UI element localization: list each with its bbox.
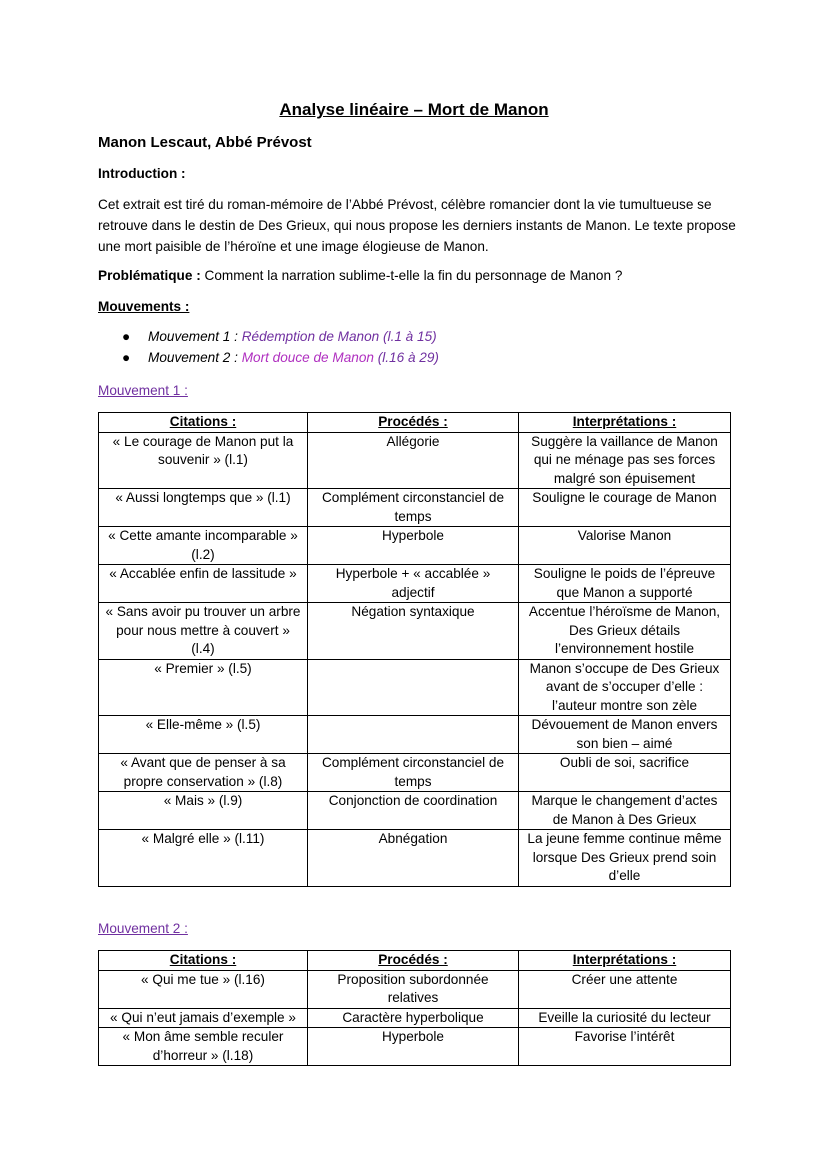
header-interpretations: Interprétations : bbox=[519, 413, 731, 433]
citation-cell: « Accablée enfin de lassitude » bbox=[99, 565, 308, 603]
table-row bbox=[99, 792, 731, 830]
table-row bbox=[99, 603, 731, 660]
problematique-text: Comment la narration sublime-t-elle la fin du personnage de Manon ? bbox=[204, 268, 623, 283]
page-title: Analyse linéaire – Mort de Manon bbox=[279, 100, 549, 119]
header-citations: Citations : bbox=[99, 951, 308, 971]
procede-cell: Allégorie bbox=[308, 432, 519, 489]
bullet-icon: ● bbox=[122, 350, 131, 365]
interpretation-cell: Eveille la curiosité du lecteur bbox=[519, 1008, 731, 1028]
mouvement-range: (l.1 à 15) bbox=[379, 329, 437, 344]
procede-cell: Complément circonstanciel de temps bbox=[308, 754, 519, 792]
header-interpretations: Interprétations : bbox=[519, 951, 731, 971]
table-row bbox=[99, 716, 731, 754]
citation-cell: « Mon âme semble reculer d’horreur » (l.18) bbox=[99, 1028, 308, 1066]
table-row bbox=[99, 754, 731, 792]
table-row bbox=[99, 432, 731, 489]
problematique-label: Problématique : bbox=[98, 268, 201, 283]
citation-cell: « Qui me tue » (l.16) bbox=[99, 970, 308, 1008]
table-row bbox=[99, 489, 731, 527]
interpretation-cell: Favorise l’intérêt bbox=[519, 1028, 731, 1066]
table-row bbox=[99, 970, 731, 1008]
procede-cell: Caractère hyperbolique bbox=[308, 1008, 519, 1028]
interpretation-cell: Accentue l’héroïsme de Manon, Des Grieux détails l’environnement hostile bbox=[519, 603, 731, 660]
citation-cell: « Aussi longtemps que » (l.1) bbox=[99, 489, 308, 527]
intro-text: Cet extrait est tiré du roman-mémoire de l’Abbé Prévost, célèbre romancier dont la vie tumultueuse se retrouve dans le destin de Des Grieux, qui nous propose les derniers instants de Manon. Le texte propose une mort paisible de l’héroïne et une image élogieuse de Manon. bbox=[98, 197, 736, 254]
header-citations: Citations : bbox=[99, 413, 308, 433]
table-row bbox=[99, 659, 731, 716]
citation-cell: « Sans avoir pu trouver un arbre pour nous mettre à couvert » (l.4) bbox=[99, 603, 308, 660]
interpretation-cell: Valorise Manon bbox=[519, 527, 731, 565]
citation-cell: « Mais » (l.9) bbox=[99, 792, 308, 830]
citation-cell: « Elle-même » (l.5) bbox=[99, 716, 308, 754]
mouvements-heading: Mouvements : bbox=[98, 299, 190, 314]
interpretation-cell: Créer une attente bbox=[519, 970, 731, 1008]
procede-cell: Proposition subordonnée relatives bbox=[308, 970, 519, 1008]
mouvement-prefix: Mouvement 2 : bbox=[148, 350, 242, 365]
citation-cell: « Malgré elle » (l.11) bbox=[99, 830, 308, 887]
table-row bbox=[99, 830, 731, 887]
procede-cell: Hyperbole bbox=[308, 527, 519, 565]
interpretation-cell: Suggère la vaillance de Manon qui ne ménage pas ses forces malgré son épuisement bbox=[519, 432, 731, 489]
header-procedes: Procédés : bbox=[308, 951, 519, 971]
bullet-icon: ● bbox=[122, 329, 131, 344]
procede-cell bbox=[308, 716, 519, 754]
citation-cell: « Qui n’eut jamais d’exemple » bbox=[99, 1008, 308, 1028]
mouvement-item-1 bbox=[118, 327, 439, 348]
interpretation-cell: Manon s’occupe de Des Grieux avant de s’occuper d’elle : l’auteur montre son zèle bbox=[519, 659, 731, 716]
procede-cell: Abnégation bbox=[308, 830, 519, 887]
movement1-table bbox=[98, 412, 731, 887]
procede-cell: Hyperbole bbox=[308, 1028, 519, 1066]
table-header-row bbox=[99, 413, 731, 433]
table-header-row bbox=[99, 951, 731, 971]
intro-heading: Introduction : bbox=[98, 166, 186, 181]
citation-cell: « Le courage de Manon put la souvenir » (l.1) bbox=[99, 432, 308, 489]
citation-cell: « Cette amante incomparable » (l.2) bbox=[99, 527, 308, 565]
table-row bbox=[99, 565, 731, 603]
procede-cell: Conjonction de coordination bbox=[308, 792, 519, 830]
interpretation-cell: La jeune femme continue même lorsque Des Grieux prend soin d’elle bbox=[519, 830, 731, 887]
table-row bbox=[99, 1008, 731, 1028]
header-procedes: Procédés : bbox=[308, 413, 519, 433]
interpretation-cell: Souligne le poids de l’épreuve que Manon a supporté bbox=[519, 565, 731, 603]
mouvement-title: Rédemption de Manon bbox=[241, 329, 380, 344]
interpretation-cell: Souligne le courage de Manon bbox=[519, 489, 731, 527]
mouvement-prefix: Mouvement 1 : bbox=[148, 329, 242, 344]
citation-cell: « Avant que de penser à sa propre conservation » (l.8) bbox=[99, 754, 308, 792]
procede-cell: Hyperbole + « accablée » adjectif bbox=[308, 565, 519, 603]
page-subtitle: Manon Lescaut, Abbé Prévost bbox=[98, 134, 312, 151]
movement1-label: Mouvement 1 : bbox=[98, 383, 188, 398]
mouvement-item-2 bbox=[118, 348, 439, 369]
citation-cell: « Premier » (l.5) bbox=[99, 659, 308, 716]
problematique bbox=[98, 266, 738, 285]
procede-cell bbox=[308, 659, 519, 716]
mouvement-range: (l.16 à 29) bbox=[373, 350, 439, 365]
table-row bbox=[99, 1028, 731, 1066]
mouvement-title: Mort douce de Manon bbox=[241, 350, 374, 365]
procede-cell: Complément circonstanciel de temps bbox=[308, 489, 519, 527]
movement2-table bbox=[98, 950, 731, 1066]
mouvements-list bbox=[118, 327, 439, 369]
interpretation-cell: Oubli de soi, sacrifice bbox=[519, 754, 731, 792]
interpretation-cell: Marque le changement d’actes de Manon à Des Grieux bbox=[519, 792, 731, 830]
table-row bbox=[99, 527, 731, 565]
movement2-label: Mouvement 2 : bbox=[98, 921, 188, 936]
procede-cell: Négation syntaxique bbox=[308, 603, 519, 660]
interpretation-cell: Dévouement de Manon envers son bien – aimé bbox=[519, 716, 731, 754]
